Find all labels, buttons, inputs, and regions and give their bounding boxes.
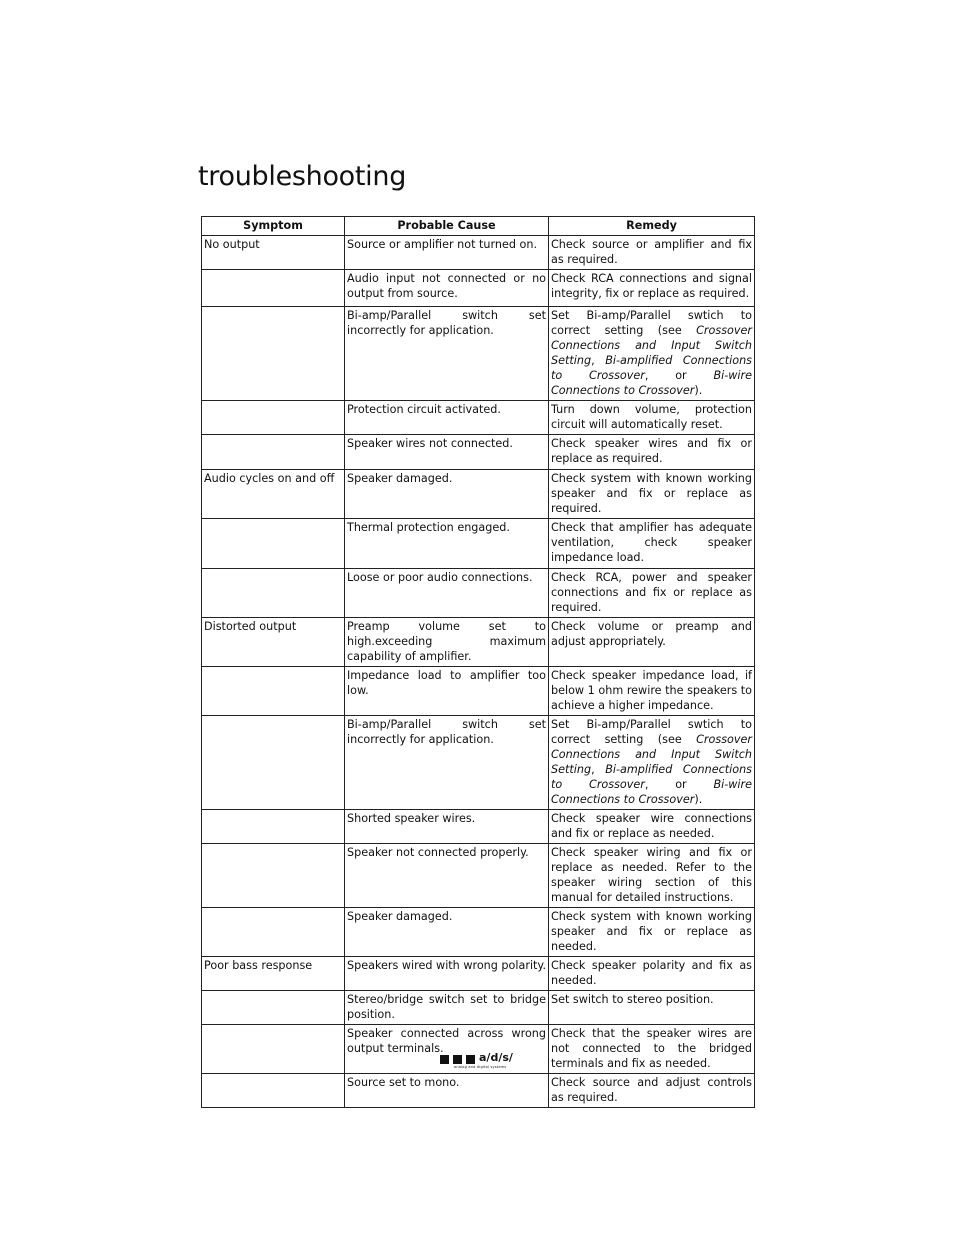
symptom-cell [202, 401, 345, 435]
symptom-cell [202, 667, 345, 716]
table-row [202, 435, 755, 470]
probable-cause-cell: Bi-amp/Parallel switch set incorrectly for application. [345, 716, 549, 810]
probable-cause-cell: Speaker not connected properly. [345, 844, 549, 908]
remedy-cell [549, 307, 755, 401]
remedy-cell: Check system with known working speaker and fix or replace as required. [549, 470, 755, 519]
table-row [202, 401, 755, 435]
probable-cause-cell: Audio input not connected or no output from source. [345, 270, 549, 307]
symptom-cell [202, 844, 345, 908]
table-row [202, 957, 755, 991]
remedy-section-reference: Bi-amplified Connections to Crossover [551, 763, 752, 791]
remedy-cell: Turn down volume, protection circuit will automatically reset. [549, 401, 755, 435]
table-row [202, 991, 755, 1025]
table-row [202, 470, 755, 519]
probable-cause-cell: Stereo/bridge switch set to bridge position. [345, 991, 549, 1025]
symptom-cell [202, 716, 345, 810]
remedy-text: Set Bi-amp/Parallel swtich to correct setting (see [551, 309, 752, 337]
symptom-cell [202, 1074, 345, 1108]
probable-cause-cell: Preamp volume set to high.exceeding maximum capability of amplifier. [345, 618, 549, 667]
logo-square-icon [453, 1055, 462, 1064]
probable-cause-cell: Source set to mono. [345, 1074, 549, 1108]
remedy-text: Set Bi-amp/Parallel swtich to correct setting (see [551, 718, 752, 746]
probable-cause-cell: Speaker damaged. [345, 908, 549, 957]
remedy-cell: Check source and adjust controls as required. [549, 1074, 755, 1108]
symptom-cell [202, 1025, 345, 1074]
column-header-symptom: Symptom [202, 217, 345, 236]
table-row [202, 618, 755, 667]
remedy-section-reference: Crossover Connections and Input Switch Setting [551, 733, 752, 776]
table-row [202, 908, 755, 957]
probable-cause-cell: Impedance load to amplifier too low. [345, 667, 549, 716]
remedy-cell: Check RCA, power and speaker connections and fix or replace as required. [549, 569, 755, 618]
symptom-cell [202, 307, 345, 401]
remedy-section-reference: Bi-wire Connections to Crossover [551, 369, 752, 397]
probable-cause-cell: Source or amplifier not turned on. [345, 236, 549, 270]
symptom-cell: No output [202, 236, 345, 270]
symptom-cell: Distorted output [202, 618, 345, 667]
probable-cause-cell: Loose or poor audio connections. [345, 569, 549, 618]
probable-cause-cell: Speaker damaged. [345, 470, 549, 519]
probable-cause-cell: Speaker wires not connected. [345, 435, 549, 470]
table-row [202, 716, 755, 810]
ads-logo [440, 1051, 520, 1071]
table-row [202, 270, 755, 307]
symptom-cell [202, 569, 345, 618]
probable-cause-cell: Protection circuit activated. [345, 401, 549, 435]
column-header-remedy: Remedy [549, 217, 755, 236]
table-row [202, 307, 755, 401]
symptom-cell [202, 908, 345, 957]
table-row [202, 667, 755, 716]
symptom-cell [202, 435, 345, 470]
remedy-text: ). [694, 793, 703, 806]
remedy-section-reference: Bi-wire Connections to Crossover [551, 778, 752, 806]
table-row [202, 810, 755, 844]
table-row [202, 844, 755, 908]
table-row [202, 519, 755, 569]
logo-square-icon [440, 1055, 449, 1064]
remedy-cell: Check volume or preamp and adjust appropriately. [549, 618, 755, 667]
remedy-text: , [591, 354, 606, 367]
logo-tagline: analog and digital systems [454, 1065, 507, 1069]
probable-cause-cell: Bi-amp/Parallel switch set incorrectly for application. [345, 307, 549, 401]
remedy-cell: Check speaker impedance load, if below 1 ohm rewire the speakers to achieve a higher impedance. [549, 667, 755, 716]
remedy-cell: Check that amplifier has adequate ventilation, check speaker impedance load. [549, 519, 755, 569]
page-title: troubleshooting [198, 161, 407, 192]
remedy-cell: Check speaker wires and fix or replace as required. [549, 435, 755, 470]
table-body [202, 236, 755, 1108]
column-header-probable-cause: Probable Cause [345, 217, 549, 236]
remedy-section-reference: Crossover Connections and Input Switch Setting [551, 324, 752, 367]
table-header-row [202, 217, 755, 236]
symptom-cell [202, 810, 345, 844]
symptom-cell [202, 270, 345, 307]
table-row [202, 1074, 755, 1108]
remedy-cell: Check speaker wire connections and fix or replace as needed. [549, 810, 755, 844]
remedy-cell: Check speaker polarity and fix as needed. [549, 957, 755, 991]
troubleshooting-table [201, 216, 755, 1108]
symptom-cell: Poor bass response [202, 957, 345, 991]
symptom-cell [202, 991, 345, 1025]
remedy-cell: Set switch to stereo position. [549, 991, 755, 1025]
remedy-section-reference: Bi-amplified Connections to Crossover [551, 354, 752, 382]
symptom-cell: Audio cycles on and off [202, 470, 345, 519]
remedy-cell: Check speaker wiring and fix or replace as needed. Refer to the speaker wiring section of this manual for detailed instructions. [549, 844, 755, 908]
symptom-cell [202, 519, 345, 569]
remedy-cell: Check RCA connections and signal integrity, fix or replace as required. [549, 270, 755, 307]
probable-cause-cell: Speaker connected across wrong output terminals. [345, 1025, 549, 1074]
logo-square-icon [466, 1055, 475, 1064]
remedy-text: , or [644, 778, 714, 791]
probable-cause-cell: Speakers wired with wrong polarity. [345, 957, 549, 991]
remedy-cell [549, 716, 755, 810]
remedy-cell: Check system with known working speaker and fix or replace as needed. [549, 908, 755, 957]
table-row [202, 236, 755, 270]
probable-cause-cell: Shorted speaker wires. [345, 810, 549, 844]
remedy-cell: Check source or amplifier and fix as required. [549, 236, 755, 270]
remedy-text: , or [644, 369, 714, 382]
remedy-text: , [591, 763, 606, 776]
logo-brand-text: a/d/s/ [479, 1051, 513, 1064]
probable-cause-cell: Thermal protection engaged. [345, 519, 549, 569]
remedy-cell: Check that the speaker wires are not connected to the bridged terminals and fix as needed. [549, 1025, 755, 1074]
table-row [202, 569, 755, 618]
remedy-text: ). [694, 384, 703, 397]
